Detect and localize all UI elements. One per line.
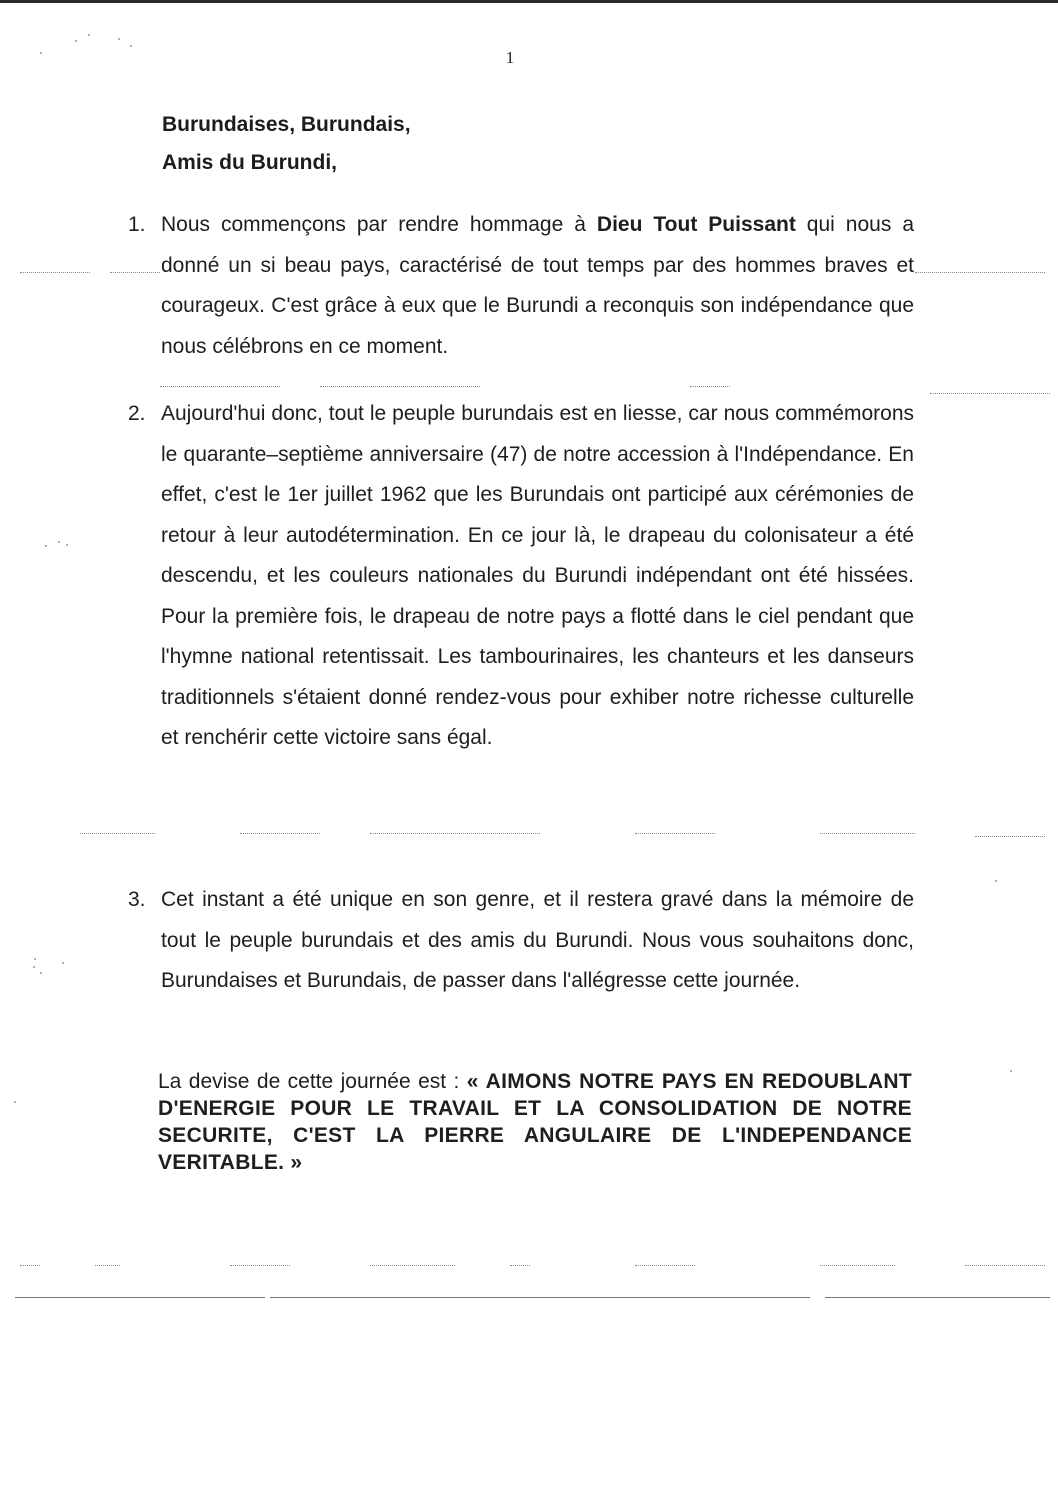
salutation [162,106,411,182]
scan-artifact-line [80,833,155,834]
paragraph-text [161,205,914,367]
scan-artifact-line [965,1265,1045,1266]
scan-speck [34,958,36,960]
paragraph-text: Aujourd'hui donc, tout le peuple burundais est en liesse, car nous commémorons le quarante–septième anniversaire (47) de notre accession à l'Indépendance. En effet, c'est le 1er juillet 1962 que les Burundais ont participé aux cérémonies de retour à leur autodétermination. En ce jour là, le drapeau du colonisateur a été descendu, et les couleurs nationales du Burundi indépendant ont été hissées. Pour la première fois, le drapeau de notre pays a flotté dans le ciel pendant que l'hymne national retentissait. Les tambourinaires, les chanteurs et les danseurs traditionnels s'étaient donné rendez-vous pour exhiber notre richesse culturelle et renchérir cette victoire sans égal. [161,402,914,749]
scan-speck [33,966,35,968]
scan-artifact-line [370,833,540,834]
scan-speck [66,544,68,546]
scan-artifact-line [20,1265,40,1266]
scan-artifact-line [975,836,1045,837]
scan-speck [1010,1070,1012,1072]
scan-speck [14,1101,16,1103]
scan-artifact-line [690,386,730,387]
motto-intro: La devise de cette journée est : [158,1070,467,1093]
scan-speck [45,545,47,547]
salutation-line-1: Burundaises, Burundais, [162,113,411,136]
scan-edge-top [0,0,1058,3]
scan-artifact-line [240,833,320,834]
paragraph-number: 1. [128,213,146,236]
scan-artifact-line [635,1265,695,1266]
scan-artifact-rule [825,1297,1050,1298]
scan-artifact-line [930,393,1050,394]
scan-speck [40,972,42,974]
paragraph-text: Cet instant a été unique en son genre, et il restera gravé dans la mémoire de tout le peuple burundais et des amis du Burundi. Nous vous souhaitons donc, Burundaises et Burundais, de passer dans l'allégresse cette journée. [161,888,914,992]
scan-artifact-line [320,386,480,387]
scan-artifact-line [510,1265,530,1266]
scan-artifact-line [915,272,1045,273]
scan-artifact-line [820,1265,895,1266]
scan-artifact-line [635,833,715,834]
scan-speck [40,52,42,54]
scan-artifact-line [820,833,915,834]
paragraph-text-start: Nous commençons par rendre hommage à [161,213,597,236]
scan-artifact-line [160,386,280,387]
scan-artifact-rule [270,1297,810,1298]
scan-artifact-line [230,1265,290,1266]
scan-speck [130,45,132,47]
paragraph-text-end: qui nous a donné un si beau pays, caractérisé de tout temps par des hommes braves et courageux. C'est grâce à eux que le Burundi a reconquis son indépendance que nous célébrons en ce moment. [161,213,915,358]
paragraph-3 [128,880,914,1002]
scan-speck [62,962,64,964]
scan-speck [58,541,60,543]
scan-artifact-line [110,272,160,273]
paragraph-emphasis: Dieu Tout Puissant [596,213,796,236]
salutation-line-2: Amis du Burundi, [162,151,337,174]
scan-speck [118,38,120,40]
page-number: 1 [505,48,515,67]
scan-speck [995,880,997,882]
scan-speck [75,40,77,42]
paragraph-number: 3. [128,888,146,911]
scan-artifact-line [95,1265,120,1266]
paragraph-1 [128,205,914,367]
paragraph-number: 2. [128,402,146,425]
scan-artifact-line [20,272,90,273]
motto-text: « AIMONS NOTRE PAYS EN REDOUBLANT D'ENERGIE POUR LE TRAVAIL ET LA CONSOLIDATION DE NOTRE SECURITE, C'EST LA PIERRE ANGULAIRE DE L'INDEPENDANCE VERITABLE. » [158,1070,912,1174]
scan-artifact-line [370,1265,455,1266]
paragraph-2 [128,394,914,759]
motto-paragraph [158,1068,912,1176]
scan-artifact-rule [15,1297,265,1298]
scan-speck [88,34,90,36]
